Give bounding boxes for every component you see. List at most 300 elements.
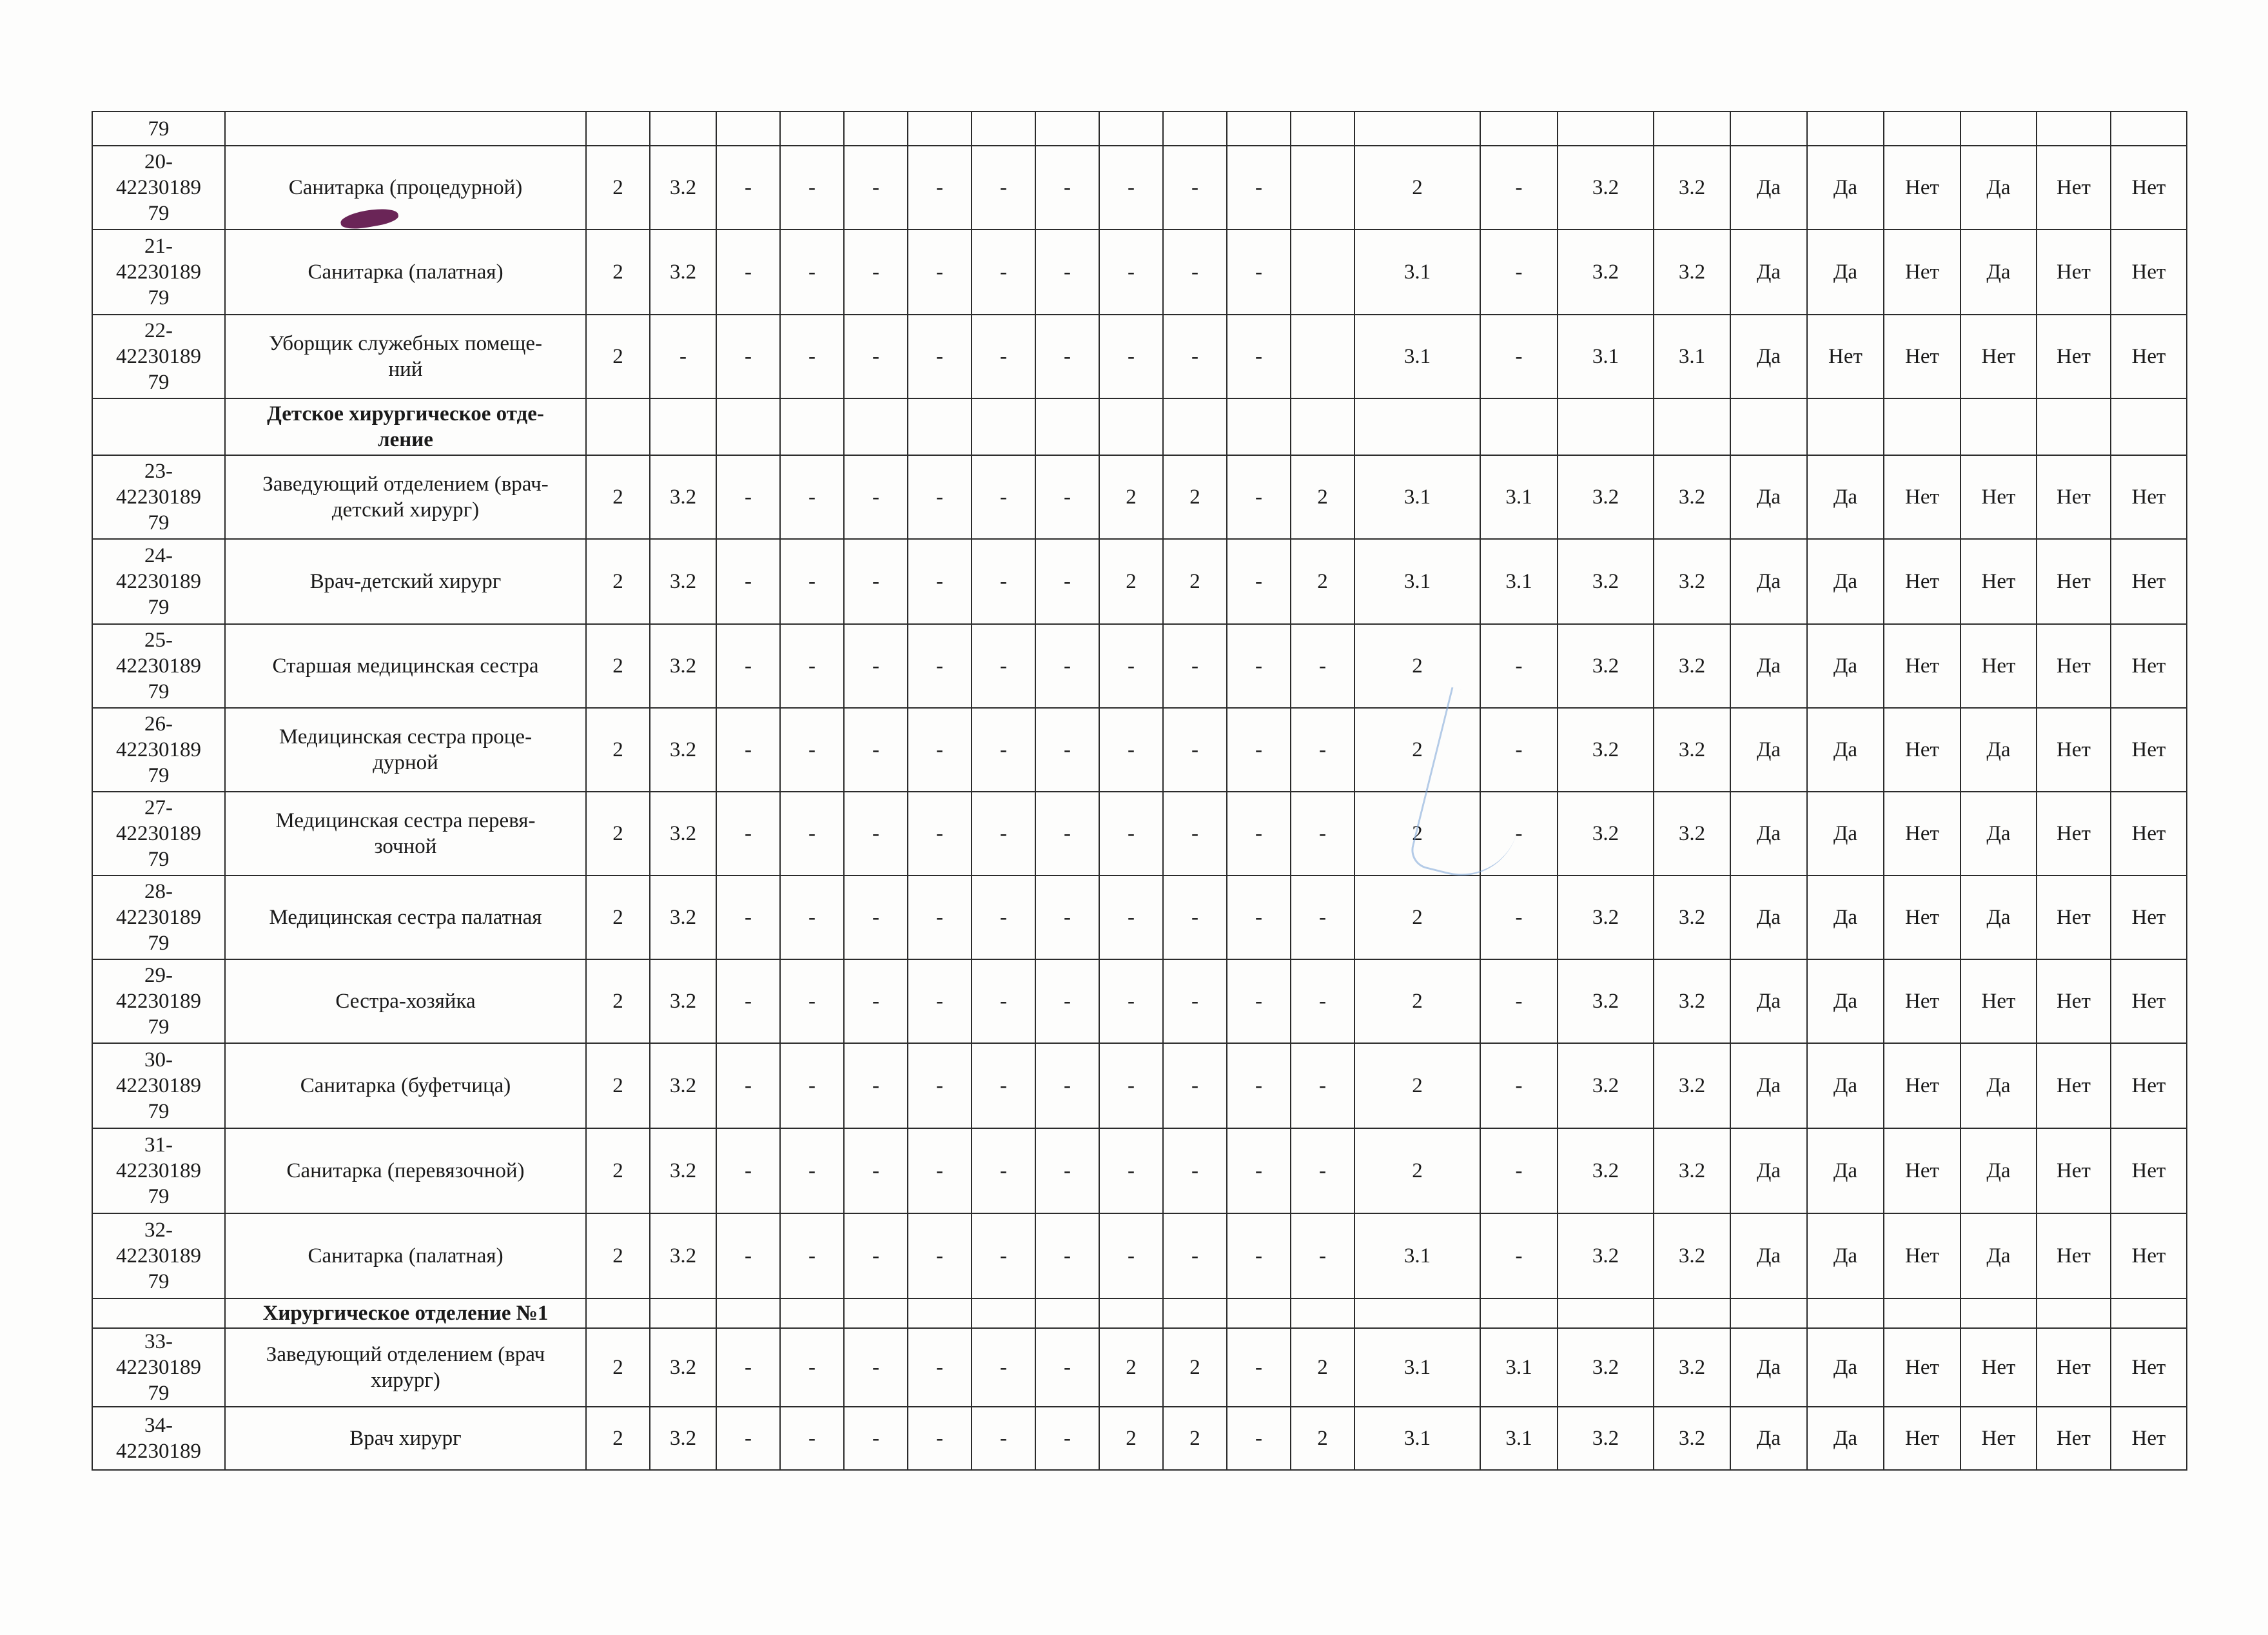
table-cell: - [780, 876, 844, 959]
table-cell: - [1480, 792, 1558, 876]
position-name [225, 624, 586, 708]
table-cell: 3.2 [650, 455, 716, 539]
table-cell: - [844, 146, 908, 230]
table-cell: Да [1807, 146, 1884, 230]
table-cell: - [1291, 708, 1354, 792]
table-cell: - [844, 539, 908, 624]
position-name [225, 1407, 586, 1470]
row-code-line: 79 [148, 371, 170, 394]
table-cell: - [1227, 624, 1291, 708]
table-cell: Нет [2037, 959, 2111, 1043]
table-cell: 3.2 [1654, 792, 1730, 876]
table-cell: - [1291, 624, 1354, 708]
table-cell: - [1163, 230, 1227, 315]
table-cell: 3.2 [1558, 1328, 1654, 1407]
table-cell: - [908, 708, 972, 792]
table-cell: Да [1807, 708, 1884, 792]
table-row [92, 792, 2187, 876]
table-cell: Да [1730, 315, 1807, 398]
table-cell: Нет [2111, 1328, 2187, 1407]
table-cell: 2 [1354, 1043, 1480, 1128]
table-cell: - [1035, 708, 1099, 792]
table-cell: 3.2 [1558, 624, 1654, 708]
table-cell: Нет [1884, 539, 1960, 624]
table-cell: - [780, 1043, 844, 1128]
table-cell: - [1227, 1128, 1291, 1213]
table-cell: 2 [586, 1043, 650, 1128]
table-cell: - [1035, 624, 1099, 708]
table-cell: 3.2 [1558, 1128, 1654, 1213]
row-code-line: 34- [144, 1414, 173, 1437]
table-cell: - [1227, 230, 1291, 315]
table-cell: Да [1807, 624, 1884, 708]
table-body [92, 112, 2187, 1470]
table-cell: - [844, 455, 908, 539]
table-cell: Нет [2037, 792, 2111, 876]
row-code-line: 79 [148, 680, 170, 703]
row-code-line: 79 [148, 596, 170, 619]
row-code [92, 792, 225, 876]
table-cell: Нет [2037, 1213, 2111, 1298]
table-cell: - [1035, 315, 1099, 398]
table-row [92, 315, 2187, 398]
table-cell: - [972, 624, 1035, 708]
table-cell: - [972, 315, 1035, 398]
table-cell: 3.2 [1558, 146, 1654, 230]
table-cell: 2 [1354, 146, 1480, 230]
table-cell: 3.2 [1654, 1213, 1730, 1298]
row-code [92, 315, 225, 398]
position-name-line: Медицинская сестра проце- [279, 725, 533, 749]
table-cell: Нет [1884, 315, 1960, 398]
table-cell: Нет [1960, 1407, 2037, 1470]
table-cell: - [716, 146, 780, 230]
table-cell: 3.1 [1354, 315, 1480, 398]
table-cell: 3.2 [1654, 230, 1730, 315]
table-cell: Да [1960, 876, 2037, 959]
table-cell: - [1099, 624, 1163, 708]
row-code: 79 [92, 112, 225, 146]
table-cell: 3.2 [1558, 1213, 1654, 1298]
row-code-line: 28- [144, 880, 173, 903]
table-cell: 3.1 [1654, 315, 1730, 398]
row-code [92, 1128, 225, 1213]
table-cell: Нет [2037, 1128, 2111, 1213]
table-cell: - [1163, 315, 1227, 398]
position-name [225, 876, 586, 959]
table-cell: - [1163, 708, 1227, 792]
table-cell: Да [1730, 792, 1807, 876]
table-cell: 2 [586, 146, 650, 230]
table-cell: 3.1 [1354, 455, 1480, 539]
position-name [225, 1128, 586, 1213]
table-cell: - [1291, 1128, 1354, 1213]
table-cell: - [716, 230, 780, 315]
position-name-line: Заведующий отделением (врач [266, 1343, 545, 1366]
row-code-line: 42230189 [116, 990, 201, 1013]
table-cell: Нет [1960, 315, 2037, 398]
table-cell: - [1480, 146, 1558, 230]
table-cell: - [780, 708, 844, 792]
table-cell: 3.2 [1654, 624, 1730, 708]
table-cell: - [1291, 876, 1354, 959]
table-cell: Нет [2037, 1407, 2111, 1470]
position-name-line: зочной [374, 835, 437, 858]
table-row [92, 1128, 2187, 1213]
table-cell: - [908, 539, 972, 624]
table-cell: - [716, 315, 780, 398]
table-cell: - [780, 1328, 844, 1407]
table-cell: - [844, 230, 908, 315]
table-cell: - [1163, 959, 1227, 1043]
row-code-line: 79 [148, 764, 170, 787]
row-code-line: 79 [148, 511, 170, 534]
table-cell: Да [1807, 455, 1884, 539]
table-cell: 3.2 [1654, 1328, 1730, 1407]
table-cell: - [1163, 876, 1227, 959]
table-cell: 2 [1099, 1328, 1163, 1407]
table-cell: Да [1960, 1213, 2037, 1298]
table-cell: Нет [2111, 539, 2187, 624]
row-code-line: 27- [144, 796, 173, 819]
row-code-line: 42230189 [116, 570, 201, 593]
table-cell: - [1035, 146, 1099, 230]
table-cell: Да [1807, 1213, 1884, 1298]
row-code-line: 79 [148, 932, 170, 955]
table-cell: 3.1 [1354, 230, 1480, 315]
table-cell: Нет [2037, 1043, 2111, 1128]
table-cell: - [780, 539, 844, 624]
table-cell: - [1035, 959, 1099, 1043]
table-cell: - [1035, 1043, 1099, 1128]
table-cell: 2 [1291, 455, 1354, 539]
row-code-line: 25- [144, 629, 173, 652]
table-cell: 3.2 [1558, 792, 1654, 876]
position-name-line: Санитарка (процедурной) [288, 176, 523, 199]
table-cell: - [1099, 876, 1163, 959]
table-cell: 3.1 [1354, 1407, 1480, 1470]
table-cell: - [1035, 1128, 1099, 1213]
table-cell: - [1227, 792, 1291, 876]
table-row [92, 959, 2187, 1043]
table-cell: 3.2 [650, 539, 716, 624]
row-code-line: 79 [148, 848, 170, 871]
table-cell: 2 [1163, 455, 1227, 539]
table-cell: Нет [2037, 539, 2111, 624]
table-cell: 2 [586, 1407, 650, 1470]
position-name-line: Врач-детский хирург [309, 570, 502, 593]
position-name [225, 455, 586, 539]
table-cell: - [972, 708, 1035, 792]
position-name [225, 1043, 586, 1128]
section-title [225, 1298, 586, 1328]
table-cell: - [1163, 792, 1227, 876]
row-code-line: 42230189 [116, 176, 201, 199]
row-code-line: 42230189 [116, 654, 201, 678]
table-cell: - [780, 792, 844, 876]
row-code-line: 30- [144, 1048, 173, 1072]
position-name [225, 1328, 586, 1407]
table-cell: 2 [586, 959, 650, 1043]
table-cell: Да [1807, 1043, 1884, 1128]
table-cell: Нет [2111, 1407, 2187, 1470]
table-cell: Нет [1884, 230, 1960, 315]
table-row [92, 624, 2187, 708]
table-cell: - [1480, 708, 1558, 792]
table-cell: - [780, 315, 844, 398]
table-cell: 3.2 [650, 1328, 716, 1407]
table-cell: - [844, 1328, 908, 1407]
table-cell: 2 [1291, 1407, 1354, 1470]
table-cell: - [972, 230, 1035, 315]
table-cell: 3.2 [650, 624, 716, 708]
table-cell: Да [1960, 230, 2037, 315]
row-code-line: 21- [144, 235, 173, 258]
table-cell: - [1227, 455, 1291, 539]
table-cell: - [716, 792, 780, 876]
table-cell: - [1291, 959, 1354, 1043]
table-cell: 3.2 [1558, 1043, 1654, 1128]
row-code-line: 79 [148, 1382, 170, 1405]
position-name [225, 315, 586, 398]
row-code-line: 42230189 [116, 1159, 201, 1182]
table-cell: - [780, 959, 844, 1043]
table-cell: - [780, 146, 844, 230]
section-title [225, 398, 586, 455]
row-code-line: 31- [144, 1133, 173, 1157]
table-cell: 3.2 [1558, 539, 1654, 624]
table-cell: - [908, 624, 972, 708]
table-cell: Нет [1884, 146, 1960, 230]
table-cell: 3.1 [1354, 1328, 1480, 1407]
row-code-line: 42230189 [116, 906, 201, 929]
position-name [225, 539, 586, 624]
table-cell: Да [1730, 959, 1807, 1043]
table-cell: Да [1807, 230, 1884, 315]
table-cell: 3.1 [1480, 539, 1558, 624]
table-cell: - [650, 315, 716, 398]
table-cell: - [1227, 146, 1291, 230]
table-cell: Нет [1807, 315, 1884, 398]
table-cell: Нет [2037, 1328, 2111, 1407]
table-cell: Нет [2037, 624, 2111, 708]
table-cell: Нет [2037, 876, 2111, 959]
table-cell: - [1480, 1128, 1558, 1213]
table-cell: - [1291, 1043, 1354, 1128]
table-cell: - [1480, 624, 1558, 708]
table-cell: - [1227, 959, 1291, 1043]
table-cell: 2 [1291, 539, 1354, 624]
section-row [92, 398, 2187, 455]
table-row-fragment [92, 112, 2187, 146]
table-cell [1291, 315, 1354, 398]
table-cell: 3.2 [650, 230, 716, 315]
table-cell: Нет [2037, 315, 2111, 398]
table-cell: Нет [2111, 1128, 2187, 1213]
table-cell: - [1480, 1213, 1558, 1298]
row-code [92, 624, 225, 708]
row-code-line: 79 [148, 202, 170, 225]
table-cell: - [908, 792, 972, 876]
table-cell: - [908, 959, 972, 1043]
table-cell: Да [1807, 959, 1884, 1043]
table-cell: 3.2 [1654, 708, 1730, 792]
table-cell: - [908, 1043, 972, 1128]
table-cell: - [972, 959, 1035, 1043]
table-cell: - [972, 146, 1035, 230]
table-cell: Да [1730, 146, 1807, 230]
position-name [225, 1213, 586, 1298]
position-name-line: Санитарка (палатная) [308, 1244, 503, 1268]
table-cell: 3.2 [1654, 1407, 1730, 1470]
position-name-line: ний [388, 358, 423, 381]
table-cell: 2 [1099, 1407, 1163, 1470]
table-cell: Нет [1884, 1043, 1960, 1128]
table-row [92, 1213, 2187, 1298]
table-cell: - [844, 315, 908, 398]
table-cell: 2 [586, 539, 650, 624]
position-name-line: Заведующий отделением (врач- [262, 473, 549, 496]
table-cell: 2 [586, 708, 650, 792]
table-cell: Нет [2111, 876, 2187, 959]
table-cell: - [844, 876, 908, 959]
row-code [92, 1043, 225, 1128]
table-cell: - [1035, 455, 1099, 539]
table-cell: - [1099, 1043, 1163, 1128]
table-cell: 3.1 [1480, 1328, 1558, 1407]
position-name-line: дурной [373, 751, 438, 774]
row-code-line: 20- [144, 150, 173, 173]
table-cell: Да [1730, 1328, 1807, 1407]
table-cell: Нет [2111, 624, 2187, 708]
table-cell: - [1227, 539, 1291, 624]
row-code-line: 42230189 [116, 260, 201, 284]
position-name-line: детский хирург) [331, 498, 480, 522]
table-cell: Нет [1960, 539, 2037, 624]
table-cell: - [844, 1043, 908, 1128]
table-cell: - [1227, 1328, 1291, 1407]
table-cell: - [1480, 876, 1558, 959]
position-name-line: Врач хирург [349, 1427, 462, 1450]
table-cell: 2 [586, 455, 650, 539]
table-cell: - [844, 708, 908, 792]
row-code [92, 539, 225, 624]
table-cell: 2 [586, 1328, 650, 1407]
table-cell: 3.1 [1480, 455, 1558, 539]
row-code-line: 42230189 [116, 822, 201, 845]
table-cell: Нет [2111, 315, 2187, 398]
row-code [92, 455, 225, 539]
table-cell: Нет [2037, 230, 2111, 315]
table-cell: 2 [586, 315, 650, 398]
table-cell: Да [1807, 539, 1884, 624]
table-cell: - [716, 708, 780, 792]
row-code-line: 79 [148, 1100, 170, 1123]
table-cell: - [1480, 315, 1558, 398]
row-code-line: 79 [148, 1015, 170, 1039]
table-cell: - [1099, 1128, 1163, 1213]
table-cell: - [1291, 1213, 1354, 1298]
table-cell: Нет [1884, 455, 1960, 539]
table-cell: - [844, 624, 908, 708]
table-cell: Да [1960, 146, 2037, 230]
table-cell: - [1480, 230, 1558, 315]
position-name-line: Санитарка (перевязочной) [286, 1159, 525, 1182]
row-code-line: 22- [144, 319, 173, 342]
position-name-line: Сестра-хозяйка [335, 990, 476, 1013]
table-cell: 3.1 [1480, 1407, 1558, 1470]
row-code-line: 24- [144, 544, 173, 567]
table-cell: - [844, 1213, 908, 1298]
table-cell: - [972, 1213, 1035, 1298]
table-cell: - [1163, 1128, 1227, 1213]
table-cell: - [844, 1128, 908, 1213]
table-cell: - [1099, 315, 1163, 398]
table-cell: - [1163, 1043, 1227, 1128]
table-cell: Да [1960, 708, 2037, 792]
table-cell: - [1035, 1213, 1099, 1298]
table-row [92, 1407, 2187, 1470]
table-cell: 3.2 [650, 1043, 716, 1128]
table-cell: 3.2 [650, 792, 716, 876]
table-cell: 2 [1354, 624, 1480, 708]
table-cell: Нет [2111, 792, 2187, 876]
table-row [92, 876, 2187, 959]
row-code-line: 29- [144, 964, 173, 987]
position-name [225, 792, 586, 876]
table-cell: - [972, 1043, 1035, 1128]
table-cell: - [972, 455, 1035, 539]
table-cell: 2 [1354, 1128, 1480, 1213]
row-code [92, 959, 225, 1043]
table-cell: 3.2 [1558, 455, 1654, 539]
table-cell: 2 [586, 230, 650, 315]
table-cell: 3.2 [1654, 959, 1730, 1043]
table-cell: 3.2 [1558, 959, 1654, 1043]
table-cell: - [716, 1128, 780, 1213]
table-cell: - [716, 1328, 780, 1407]
position-name-line: Медицинская сестра перевя- [275, 809, 536, 832]
table-cell: - [1035, 792, 1099, 876]
row-code [92, 1328, 225, 1407]
table-row [92, 146, 2187, 230]
table-cell: 3.2 [650, 146, 716, 230]
section-title-line: Детское хирургическое отде- [267, 402, 544, 426]
table-cell: 2 [1354, 792, 1480, 876]
table-cell: 3.2 [650, 1213, 716, 1298]
table-cell: 2 [1163, 539, 1227, 624]
table-cell: Нет [1884, 959, 1960, 1043]
table-cell: Нет [1884, 792, 1960, 876]
table-cell: - [780, 455, 844, 539]
table-cell: Да [1807, 1407, 1884, 1470]
table-cell: 2 [1291, 1328, 1354, 1407]
table-cell: Да [1807, 1128, 1884, 1213]
table-cell: - [908, 455, 972, 539]
table-cell: - [1099, 959, 1163, 1043]
table-cell: 2 [586, 1213, 650, 1298]
table-cell: - [1227, 1043, 1291, 1128]
row-code-line: 42230189 [116, 345, 201, 368]
table-cell: 3.2 [1654, 876, 1730, 959]
row-code-line: 79 [148, 286, 170, 309]
row-code-line: 33- [144, 1330, 173, 1353]
table-row [92, 455, 2187, 539]
table-row [92, 1328, 2187, 1407]
table-cell: Нет [1884, 1407, 1960, 1470]
table-cell: - [1163, 1213, 1227, 1298]
table-cell: Нет [2037, 146, 2111, 230]
